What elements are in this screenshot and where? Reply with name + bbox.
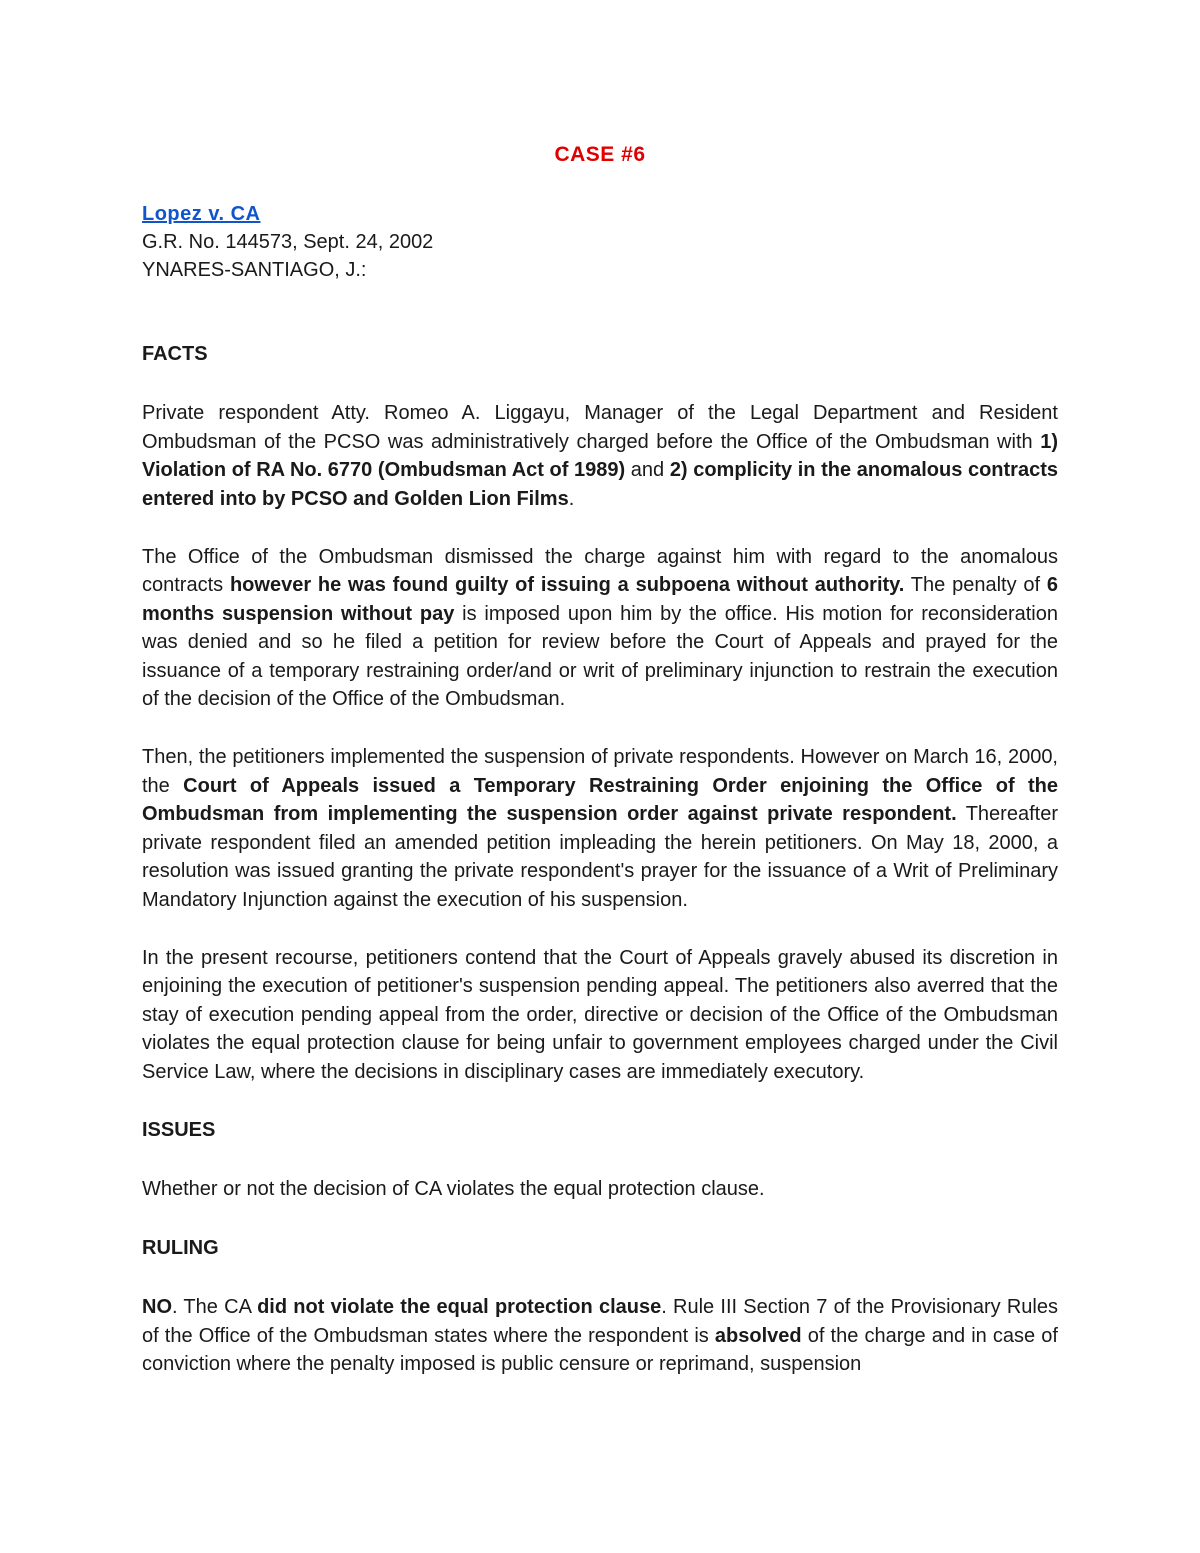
ponente: YNARES-SANTIAGO, J.: <box>142 259 367 281</box>
facts-paragraph-4: In the present recourse, petitioners contend that the Court of Appeals gravely abused its discretion in enjoining the execution of petitioner's suspension pending appeal. The petitioners also averred that the stay of execution pending appeal from the order, directive or decision of the Office of the Ombudsman violates the equal protection clause for being unfair to government employees charged under the Civil Service Law, where the decisions in disciplinary cases are immediately executory. <box>142 946 1058 1083</box>
facts-paragraph-2: The Office of the Ombudsman dismissed the charge against him with regard to the anomalous contracts however he was found guilty of issuing a subpoena without authority. The penalty of 6 months suspension without pay is imposed upon him by the office. His motion for reconsideration was denied and so he filed a petition for review before the Court of Appeals and prayed for the issuance of a temporary restraining order/and or writ of preliminary injunction to restrain the execution of the decision of the Office of the Ombudsman. <box>142 546 1058 711</box>
facts-paragraph-3: Then, the petitioners implemented the suspension of private respondents. However on March 16, 2000, the Court of Appeals issued a Temporary Restraining Order enjoining the Office of the Ombudsman from implementing the suspension order against private respondent. Thereafter private respondent filed an amended petition impleading the herein petitioners. On May 18, 2000, a resolution was issued granting the private respondent's prayer for the issuance of a Writ of Preliminary Mandatory Injunction against the execution of his suspension. <box>142 746 1058 911</box>
ruling-paragraph-1: NO. The CA did not violate the equal protection clause. Rule III Section 7 of the Provisionary Rules of the Office of the Ombudsman states where the respondent is absolved of the charge and in case of conviction where the penalty imposed is public censure or reprimand, suspension <box>142 1296 1058 1375</box>
case-header <box>142 200 433 284</box>
case-title: CASE #6 <box>554 143 646 166</box>
issues-heading: ISSUES <box>142 1118 216 1141</box>
ruling-heading: RULING <box>142 1236 219 1259</box>
facts-heading: FACTS <box>142 343 208 365</box>
case-content <box>142 340 1058 1378</box>
case-name-link[interactable]: Lopez v. CA <box>142 203 261 225</box>
gr-number: G.R. No. 144573, Sept. 24, 2002 <box>142 231 434 253</box>
facts-paragraph-1: Private respondent Atty. Romeo A. Liggayu, Manager of the Legal Department and Resident Ombudsman of the PCSO was administratively charged before the Office of the Ombudsman with 1) Violation of RA No. 6770 (Ombudsman Act of 1989) and 2) complicity in the anomalous contracts entered into by PCSO and Golden Lion Films. <box>142 402 1058 510</box>
issues-text: Whether or not the decision of CA violates the equal protection clause. <box>142 1178 765 1201</box>
